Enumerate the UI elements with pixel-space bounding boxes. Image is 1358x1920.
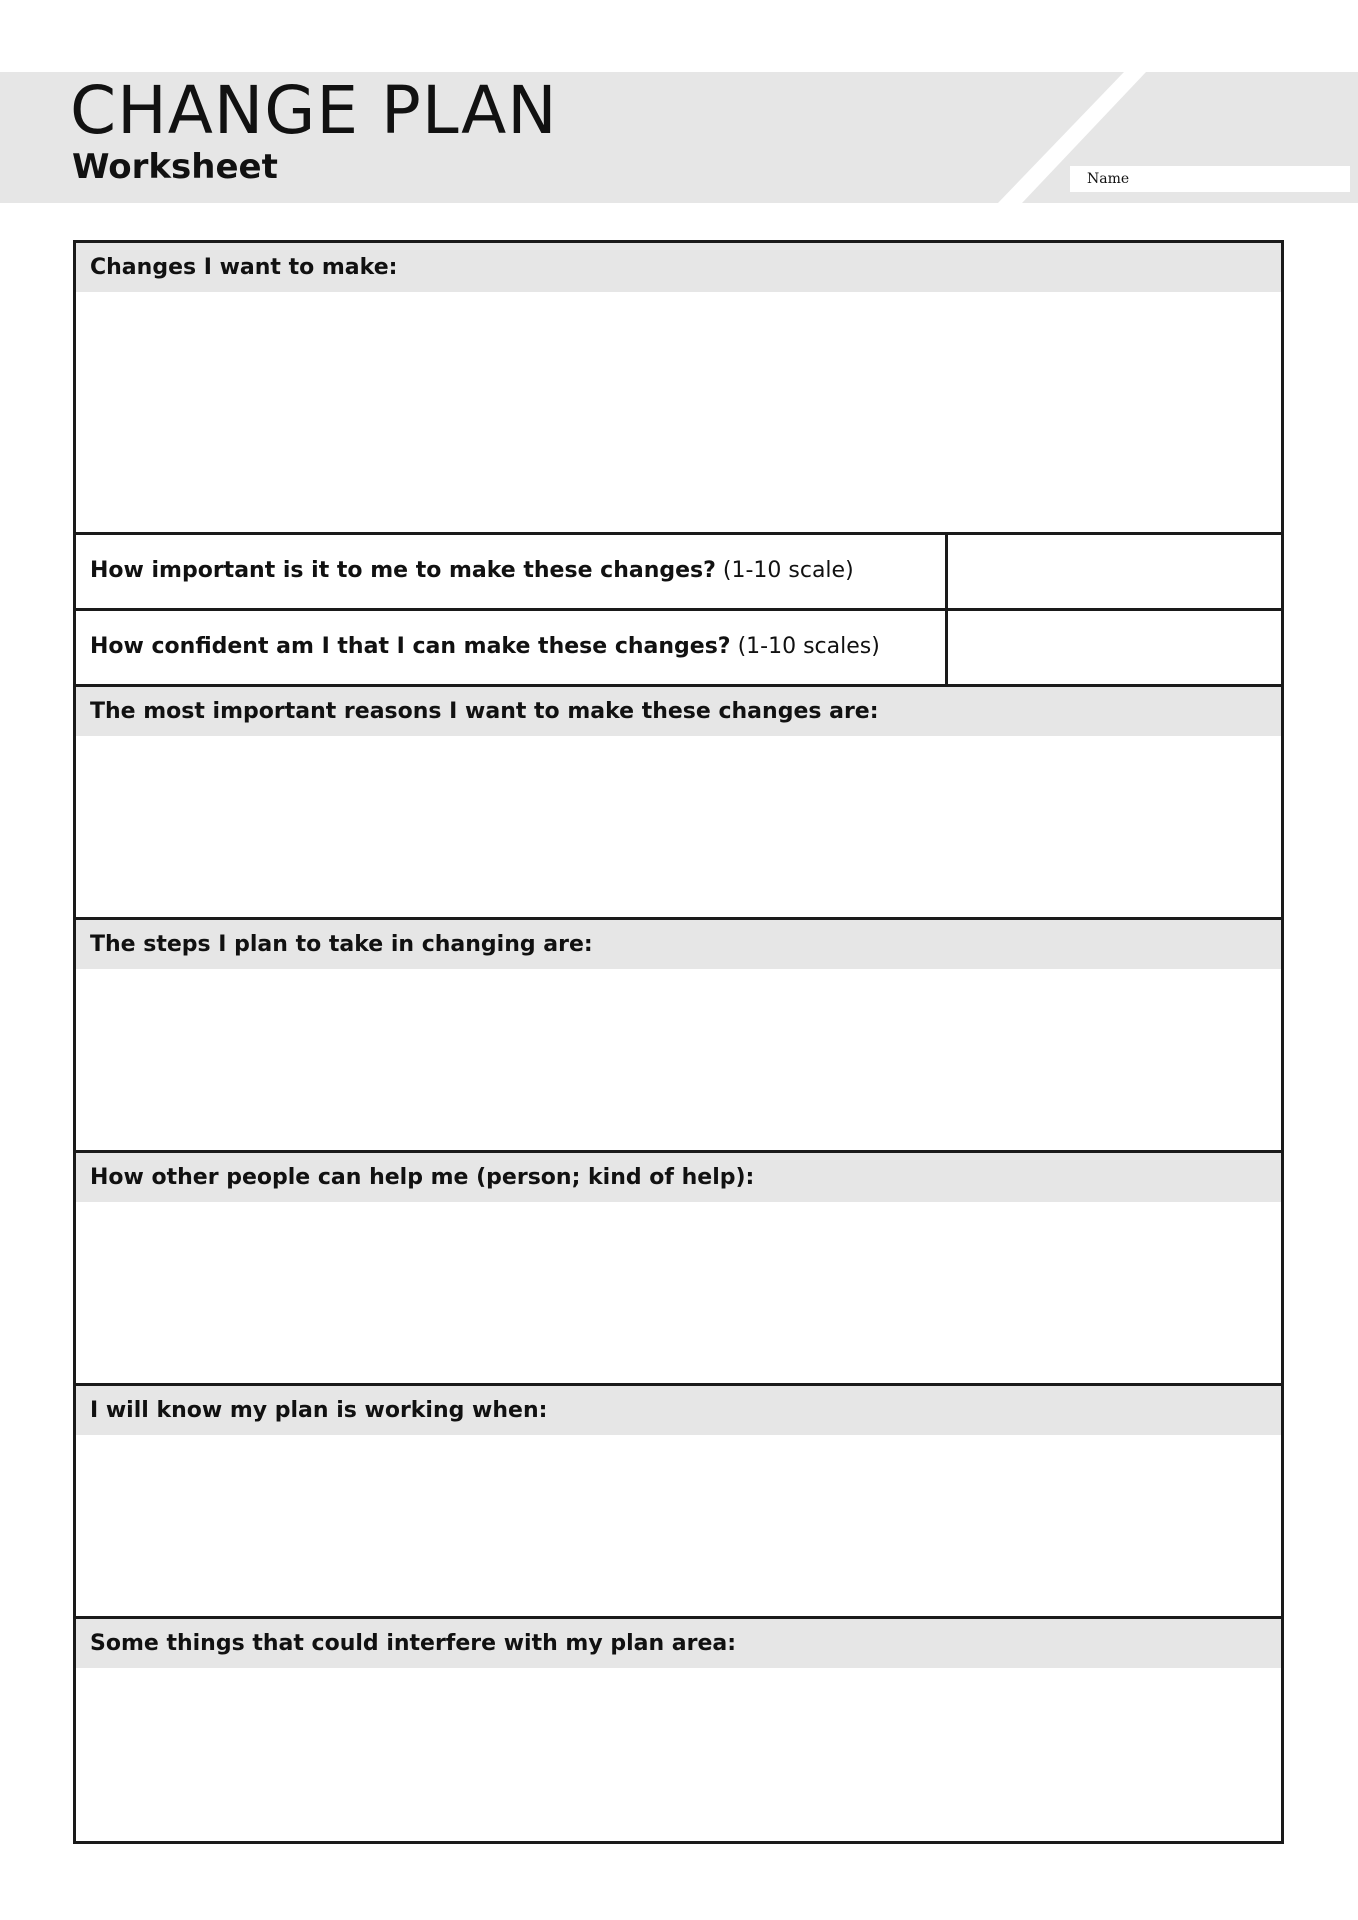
- section-help-field[interactable]: [76, 1202, 1281, 1383]
- section-interfere: [76, 1616, 1281, 1841]
- importance-rating-field[interactable]: [948, 535, 1281, 608]
- section-working: [76, 1383, 1281, 1616]
- section-changes-field[interactable]: [76, 292, 1281, 532]
- importance-scale: (1-10 scale): [722, 558, 854, 583]
- section-changes: [76, 243, 1281, 532]
- change-plan-form: [73, 240, 1284, 1844]
- section-reasons-field[interactable]: [76, 736, 1281, 917]
- section-steps-field[interactable]: [76, 969, 1281, 1150]
- confidence-row: [76, 608, 1281, 684]
- section-interfere-heading: Some things that could interfere with my plan area:: [76, 1619, 1281, 1668]
- section-help-heading: How other people can help me (person; kind of help):: [76, 1153, 1281, 1202]
- confidence-question-text: How confident am I that I can make these changes?: [90, 634, 731, 659]
- page-subtitle: Worksheet: [72, 147, 278, 187]
- confidence-scale: (1-10 scales): [737, 634, 880, 659]
- importance-question: [76, 535, 948, 608]
- section-changes-heading: Changes I want to make:: [76, 243, 1281, 292]
- section-working-heading: I will know my plan is working when:: [76, 1386, 1281, 1435]
- section-help: [76, 1150, 1281, 1383]
- section-steps: [76, 917, 1281, 1150]
- page-title: CHANGE PLAN: [70, 72, 558, 149]
- importance-row: [76, 532, 1281, 608]
- name-label: Name: [1087, 171, 1130, 187]
- section-working-field[interactable]: [76, 1435, 1281, 1616]
- confidence-question: [76, 611, 948, 684]
- confidence-rating-field[interactable]: [948, 611, 1281, 684]
- section-reasons-heading: The most important reasons I want to make these changes are:: [76, 687, 1281, 736]
- importance-question-text: How important is it to me to make these changes?: [90, 558, 716, 583]
- section-interfere-field[interactable]: [76, 1668, 1281, 1841]
- section-reasons: [76, 684, 1281, 917]
- section-steps-heading: The steps I plan to take in changing are:: [76, 920, 1281, 969]
- name-field[interactable]: [1070, 166, 1350, 192]
